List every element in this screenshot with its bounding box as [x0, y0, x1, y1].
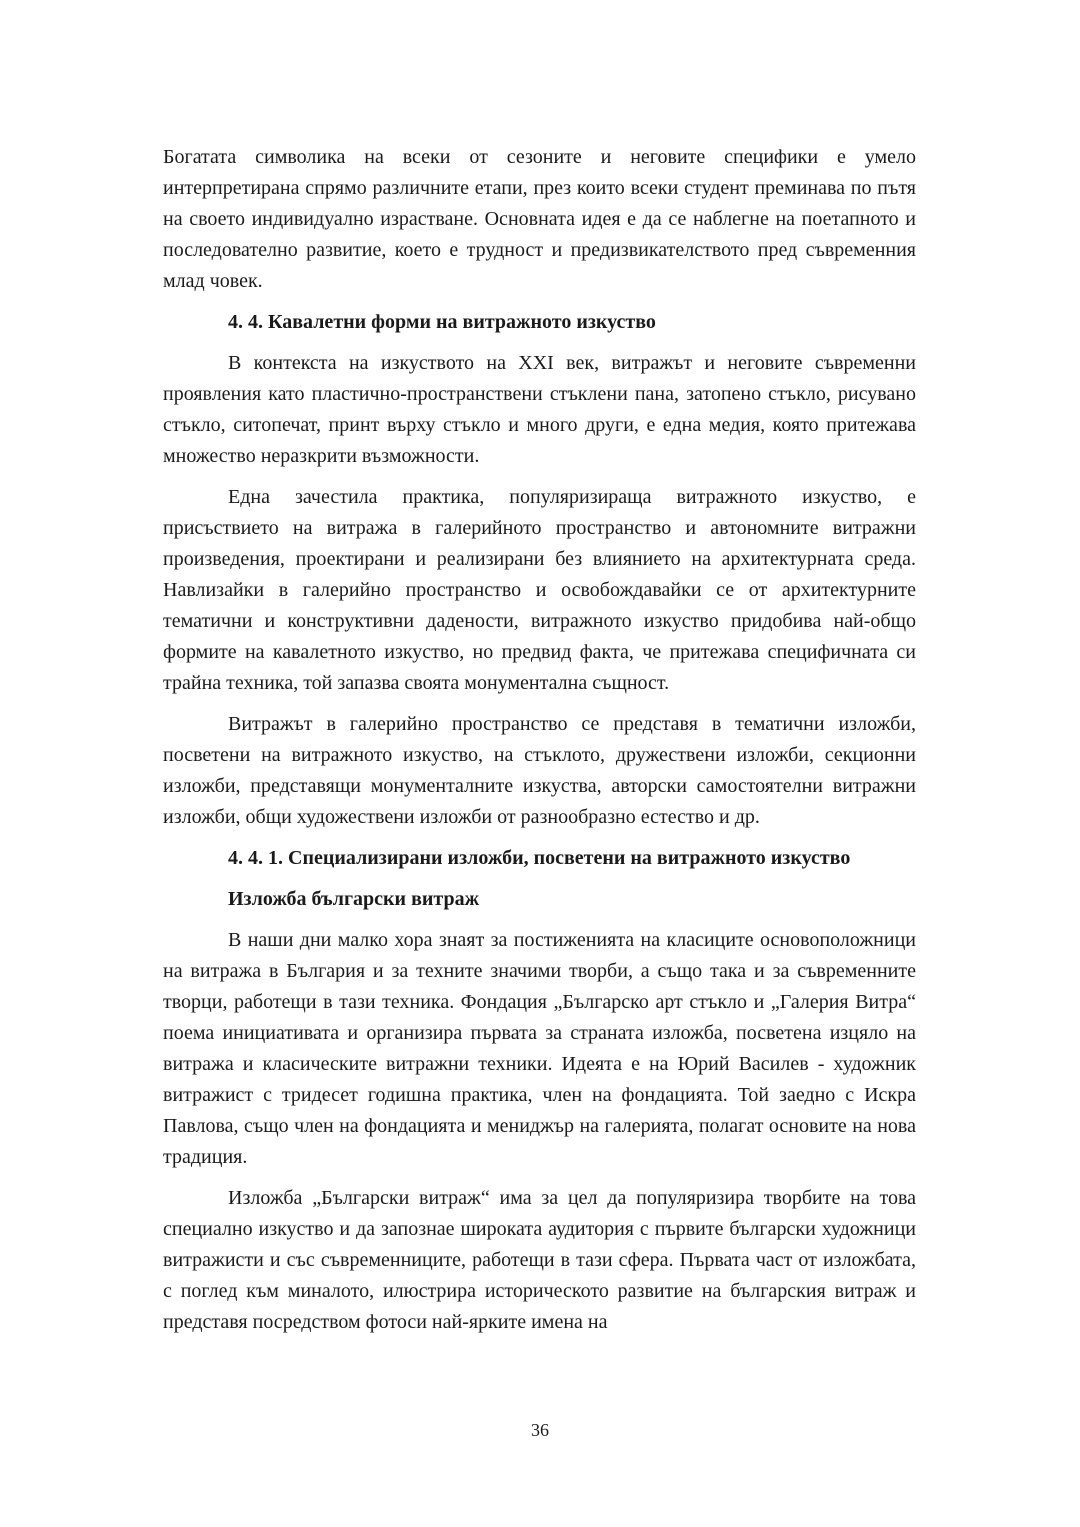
section-heading-4-4-1: 4. 4. 1. Специализирани изложби, посветени на витражното изкуство — [228, 847, 851, 869]
paragraph-xxi-century-context: В контекста на изкуството на XXI век, витражът и неговите съвременни проявления като пластично-пространствени стъклени пана, затопено стъкло, рисувано стъкло, ситопечат, принт върху стъкло и много други, е една медия, която притежава множество неразкрити възможности. — [163, 352, 916, 467]
section-heading-4-4: 4. 4. Кавалетни форми на витражното изкуство — [228, 311, 656, 333]
paragraph-gallery-practice: Една зачестила практика, популяризираща витражното изкуство, е присъствието на витража в галерийното пространство и автономните витражни произведения, проектирани и реализирани без влиянието на архитектурната среда. Навлизайки в галерийно пространство и освобождавайки се от архитектурните тематични и конструктивни дадености, витражното изкуство придобива най-общо формите на кавалетното изкуство, но предвид факта, че притежава специфичната си трайна техника, той запазва своята монументална същност. — [163, 486, 916, 694]
subheading-bulgarian-stained-glass-exhibition: Изложба български витраж — [228, 888, 480, 910]
paragraph-seasons-symbolism: Богатата символика на всеки от сезоните и неговите специфики е умело интерпретирана спрямо различните етапи, през които всеки студент преминава по пътя на своето индивидуално израстване. Основната идея е да се наблегне на поетапното и последователно развитие, което е трудност и предизвикателството пред съвременния млад човек. — [163, 146, 916, 292]
paragraph-exhibition-types: Витражът в галерийно пространство се представя в тематични изложби, посветени на витражното изкуство, на стъклото, дружествени изложби, секционни изложби, представящи монументалните изкуства, авторски самостоятелни витражни изложби, общи художествени изложби от разнообразно естество и др. — [163, 713, 916, 828]
paragraph-exhibition-origin: В наши дни малко хора знаят за постиженията на класиците основоположници на витража в България и за техните значими творби, а също така и за съвременните творци, работещи в тази техника. Фондация „Българско арт стъкло и „Галерия Витра“ поема инициативата и организира първата за страната изложба, посветена изцяло на витража и класическите витражни техники. Идеята е на Юрий Василев - художник витражист с тридесет годишна практика, член на фондацията. Той заедно с Искра Павлова, също член на фондацията и мениджър на галерията, полагат основите на нова традиция. — [163, 929, 916, 1168]
page-body — [163, 142, 916, 1338]
page-number: 36 — [531, 1420, 549, 1440]
paragraph-exhibition-goal: Изложба „Български витраж“ има за цел да популяризира творбите на това специално изкуство и да запознае широката аудитория с първите български художници витражисти и със съвременниците, работещи в тази сфера. Първата част от изложбата, с поглед към миналото, илюстрира историческото развитие на българския витраж и представя посредством фотоси най-ярките имена на — [163, 1187, 916, 1333]
